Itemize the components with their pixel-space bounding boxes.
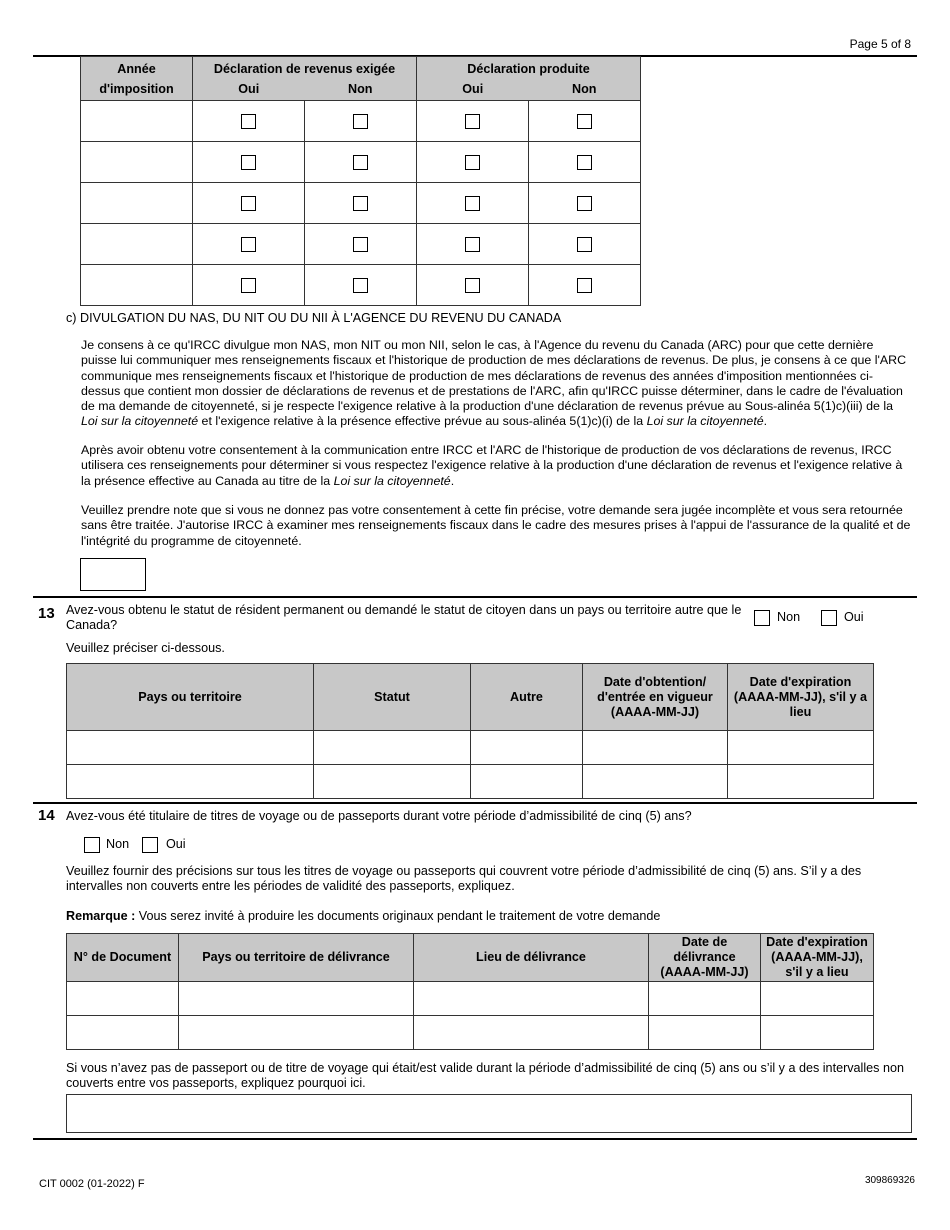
form-code: CIT 0002 (01-2022) F (39, 1178, 145, 1190)
filed-yes-checkbox[interactable] (465, 196, 480, 211)
filed-yes-checkbox[interactable] (465, 114, 480, 129)
page-number: Page 5 of 8 (849, 37, 911, 51)
filed-no-checkbox[interactable] (577, 278, 592, 293)
tax-year-table (80, 56, 641, 306)
country-cell[interactable] (67, 765, 314, 799)
col-document-number: N° de Document (67, 934, 179, 982)
date-obtained-cell[interactable] (583, 731, 728, 765)
required-yes-checkbox[interactable] (241, 278, 256, 293)
header-return-required: Déclaration de revenus exigée (193, 57, 417, 79)
q13-instruction: Veuillez préciser ci-dessous. (66, 641, 225, 655)
table-row (81, 224, 641, 265)
table-row (67, 731, 874, 765)
q13-yes-label: Oui (844, 610, 864, 624)
date-expiry-cell[interactable] (728, 731, 874, 765)
q14-yes-checkbox[interactable] (142, 837, 158, 853)
table-row (67, 1016, 874, 1050)
question-14-number: 14 (38, 807, 55, 824)
q14-yes-label: Oui (166, 837, 186, 851)
header-tax-year-line1: Année (81, 57, 193, 79)
tax-year-cell[interactable] (81, 142, 193, 183)
table-row (81, 101, 641, 142)
q14-remark: Remarque : Vous serez invité à produire les documents originaux pendant le traitement de votre demande (66, 909, 661, 923)
col-expiry-date: Date d'expiration (AAAA-MM-JJ), s'il y a lieu (761, 934, 874, 982)
filed-no-checkbox[interactable] (577, 237, 592, 252)
other-cell[interactable] (471, 731, 583, 765)
section-c-title: c) DIVULGATION DU NAS, DU NIT OU DU NII À L'AGENCE DU REVENU DU CANADA (66, 311, 562, 325)
q14-instruction: Veuillez fournir des précisions sur tous les titres de voyage ou passeports qui couvrent votre période d’admissibilité de cinq (5) ans. S’il y a des intervalles non couverts entre les périodes de validité des passeports, expliquez. (66, 864, 862, 893)
header-filed-yes: Oui (417, 79, 529, 101)
col-issue-date: Date de délivrance (AAAA-MM-JJ) (649, 934, 761, 982)
consent-paragraph-3: Veuillez prendre note que si vous ne donnez pas votre consentement à cette fin précise, votre demande sera jugée incomplète et vous sera retournée sans être traitée. J'autorise IRCC à examiner mes renseignements fiscaux dans le cadre des mesures prises à l'appui de l'assurance de la qualité et de l'intégrité du programme de citoyenneté. (81, 503, 911, 548)
q13-no-label: Non (777, 610, 801, 624)
col-date-obtained: Date d'obtention/ d'entrée en vigueur (AAAA-MM-JJ) (583, 664, 728, 731)
required-no-checkbox[interactable] (353, 237, 368, 252)
required-yes-checkbox[interactable] (241, 196, 256, 211)
header-tax-year-line2: d'imposition (81, 79, 193, 101)
header-filed-no: Non (529, 79, 641, 101)
status-cell[interactable] (314, 765, 471, 799)
bottom-rule (33, 1138, 917, 1140)
question-13-number: 13 (38, 605, 55, 622)
date-expiry-cell[interactable] (728, 765, 874, 799)
issuing-country-cell[interactable] (179, 1016, 414, 1050)
filed-no-checkbox[interactable] (577, 114, 592, 129)
required-no-checkbox[interactable] (353, 155, 368, 170)
table-row (67, 982, 874, 1016)
consent-initials-box[interactable] (80, 558, 146, 591)
required-no-checkbox[interactable] (353, 114, 368, 129)
q14-no-checkbox[interactable] (84, 837, 100, 853)
tax-year-cell[interactable] (81, 265, 193, 306)
question-13-text: Avez-vous obtenu le statut de résident permanent ou demandé le statut de citoyen dans un pays ou territoire autre que le Canada? (66, 603, 742, 632)
table-row (81, 265, 641, 306)
issuing-country-cell[interactable] (179, 982, 414, 1016)
q14-explain-label: Si vous n’avez pas de passeport ou de titre de voyage qui était/est valide durant la période d’admissibilité de cinq (5) ans ou s’il y a des intervalles non couverts entre vos passeports, expliquez pourquoi ici. (66, 1061, 904, 1090)
header-return-filed: Déclaration produite (417, 57, 641, 79)
status-cell[interactable] (314, 731, 471, 765)
expiry-date-cell[interactable] (761, 1016, 874, 1050)
section-14-rule (33, 802, 917, 804)
filed-yes-checkbox[interactable] (465, 155, 480, 170)
q14-no-label: Non (106, 837, 130, 851)
expiry-date-cell[interactable] (761, 982, 874, 1016)
required-no-checkbox[interactable] (353, 196, 368, 211)
col-date-expiry: Date d'expiration (AAAA-MM-JJ), s'il y a lieu (728, 664, 874, 731)
question-14-text: Avez-vous été titulaire de titres de voyage ou de passeports durant votre période d’admissibilité de cinq (5) ans? (66, 809, 692, 823)
issue-date-cell[interactable] (649, 982, 761, 1016)
required-yes-checkbox[interactable] (241, 114, 256, 129)
place-of-issue-cell[interactable] (414, 1016, 649, 1050)
consent-paragraph-2: Après avoir obtenu votre consentement à la communication entre IRCC et l'ARC de l'historique de production de vos déclarations de revenus, IRCC utilisera ces renseignements pour déterminer si vous respectez l'exigence relative à la production d'une déclaration de revenus et l'exigence relative à la présence effective au Canada au titre de la Loi sur la citoyenneté. (81, 443, 903, 488)
q13-yes-checkbox[interactable] (821, 610, 837, 626)
barcode-number: 309869326 (864, 1175, 915, 1186)
consent-paragraph-1: Je consens à ce qu'IRCC divulgue mon NAS, mon NIT ou mon NII, selon le cas, à l'Agence du revenu du Canada (ARC) pour que cette dernière puisse lui communiquer mes renseignements fiscaux et l'historique de production de mes déclarations de revenus. De plus, je consens à ce que l'ARC communique mes renseignements fiscaux et l'historique de production de mes déclarations de revenus des années d'imposition mentionnées ci-dessus que contient mon dossier de déclarations de revenus et de prestations de l'ARC, afin qu'IRCC puisse déterminer, dans le cadre de l'évaluation de ma demande de citoyenneté, si je respecte l'exigence relative à la production d'une déclaration de revenus prévue au Sous-alinéa 5(1)c)(iii) de la Loi sur la citoyenneté et l'exigence relative à la présence effective prévue au sous-alinéa 5(1)c)(i) de la Loi sur la citoyenneté. (81, 338, 907, 429)
required-no-checkbox[interactable] (353, 278, 368, 293)
q13-no-checkbox[interactable] (754, 610, 770, 626)
required-yes-checkbox[interactable] (241, 237, 256, 252)
tax-year-cell[interactable] (81, 101, 193, 142)
header-required-yes: Oui (193, 79, 305, 101)
issue-date-cell[interactable] (649, 1016, 761, 1050)
q14-passport-table (66, 933, 874, 1050)
date-obtained-cell[interactable] (583, 765, 728, 799)
table-row (81, 142, 641, 183)
other-cell[interactable] (471, 765, 583, 799)
col-place-of-issue: Lieu de délivrance (414, 934, 649, 982)
place-of-issue-cell[interactable] (414, 982, 649, 1016)
tax-year-cell[interactable] (81, 183, 193, 224)
document-number-cell[interactable] (67, 1016, 179, 1050)
q13-status-table (66, 663, 874, 799)
required-yes-checkbox[interactable] (241, 155, 256, 170)
header-required-no: Non (305, 79, 417, 101)
col-other: Autre (471, 664, 583, 731)
tax-year-cell[interactable] (81, 224, 193, 265)
country-cell[interactable] (67, 731, 314, 765)
table-row (81, 183, 641, 224)
col-status: Statut (314, 664, 471, 731)
filed-no-checkbox[interactable] (577, 196, 592, 211)
section-13-rule (33, 596, 917, 598)
filed-yes-checkbox[interactable] (465, 278, 480, 293)
col-country: Pays ou territoire (67, 664, 314, 731)
col-issuing-country: Pays ou territoire de délivrance (179, 934, 414, 982)
table-row (67, 765, 874, 799)
filed-no-checkbox[interactable] (577, 155, 592, 170)
filed-yes-checkbox[interactable] (465, 237, 480, 252)
document-number-cell[interactable] (67, 982, 179, 1016)
q14-explain-box[interactable] (66, 1094, 912, 1133)
